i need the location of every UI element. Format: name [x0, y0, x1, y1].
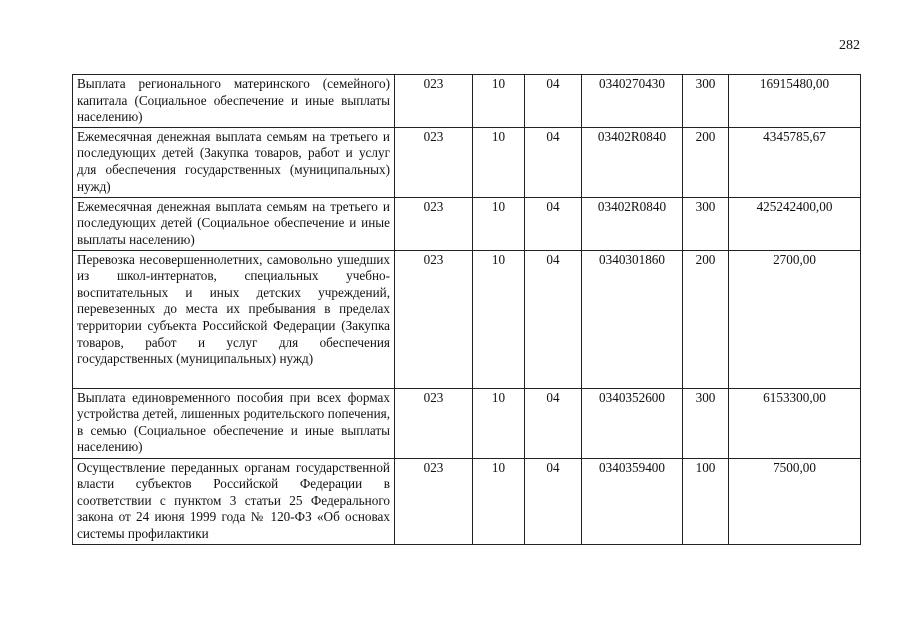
section-code: 10	[473, 75, 525, 128]
row-description: Ежемесячная денежная выплата семьям на третьего и последующих детей (Закупка товаров, работ и услуг для обеспечения государственных (муниципальных) нужд)	[73, 127, 395, 197]
amount-value: 6153300,00	[729, 388, 861, 458]
expense-type-code: 100	[683, 458, 729, 544]
expense-type-code: 300	[683, 75, 729, 128]
subsection-code: 04	[525, 250, 582, 388]
target-article-code: 0340270430	[582, 75, 683, 128]
amount-value: 16915480,00	[729, 75, 861, 128]
table-row	[73, 75, 861, 128]
table-row	[73, 388, 861, 458]
row-description: Ежемесячная денежная выплата семьям на третьего и последующих детей (Социальное обеспечение и иные выплаты населению)	[73, 197, 395, 250]
subsection-code: 04	[525, 127, 582, 197]
ministry-code: 023	[395, 127, 473, 197]
expense-type-code: 300	[683, 388, 729, 458]
expense-type-code: 300	[683, 197, 729, 250]
expense-type-code: 200	[683, 250, 729, 388]
table-row	[73, 197, 861, 250]
subsection-code: 04	[525, 197, 582, 250]
amount-value: 7500,00	[729, 458, 861, 544]
table-row	[73, 458, 861, 544]
row-description: Осуществление переданных органам государственной власти субъектов Российской Федерации в соответствии с пунктом 3 статьи 25 Федерального закона от 24 июня 1999 года № 120-ФЗ «Об основах системы профилактики	[73, 458, 395, 544]
row-description: Выплата единовременного пособия при всех формах устройства детей, лишенных родительского попечения, в семью (Социальное обеспечение и иные выплаты населению)	[73, 388, 395, 458]
ministry-code: 023	[395, 458, 473, 544]
table-row	[73, 127, 861, 197]
page-number: 282	[839, 38, 860, 53]
target-article-code: 03402R0840	[582, 197, 683, 250]
amount-value: 2700,00	[729, 250, 861, 388]
subsection-code: 04	[525, 75, 582, 128]
section-code: 10	[473, 458, 525, 544]
row-description: Перевозка несовершеннолетних, самовольно ушедших из школ-интернатов, специальных учебно-воспитательных и иных детских учреждений, перевезенных до места их пребывания в пределах территории субъекта Российской Федерации (Закупка товаров, работ и услуг для обеспечения государственных (муниципальных) нужд)	[73, 250, 395, 388]
ministry-code: 023	[395, 197, 473, 250]
table-row	[73, 250, 861, 388]
ministry-code: 023	[395, 250, 473, 388]
amount-value: 4345785,67	[729, 127, 861, 197]
target-article-code: 0340301860	[582, 250, 683, 388]
section-code: 10	[473, 250, 525, 388]
subsection-code: 04	[525, 458, 582, 544]
target-article-code: 03402R0840	[582, 127, 683, 197]
amount-value: 425242400,00	[729, 197, 861, 250]
section-code: 10	[473, 388, 525, 458]
ministry-code: 023	[395, 388, 473, 458]
budget-table	[72, 74, 861, 545]
target-article-code: 0340352600	[582, 388, 683, 458]
subsection-code: 04	[525, 388, 582, 458]
expense-type-code: 200	[683, 127, 729, 197]
ministry-code: 023	[395, 75, 473, 128]
section-code: 10	[473, 197, 525, 250]
section-code: 10	[473, 127, 525, 197]
target-article-code: 0340359400	[582, 458, 683, 544]
row-description: Выплата регионального материнского (семейного) капитала (Социальное обеспечение и иные выплаты населению)	[73, 75, 395, 128]
